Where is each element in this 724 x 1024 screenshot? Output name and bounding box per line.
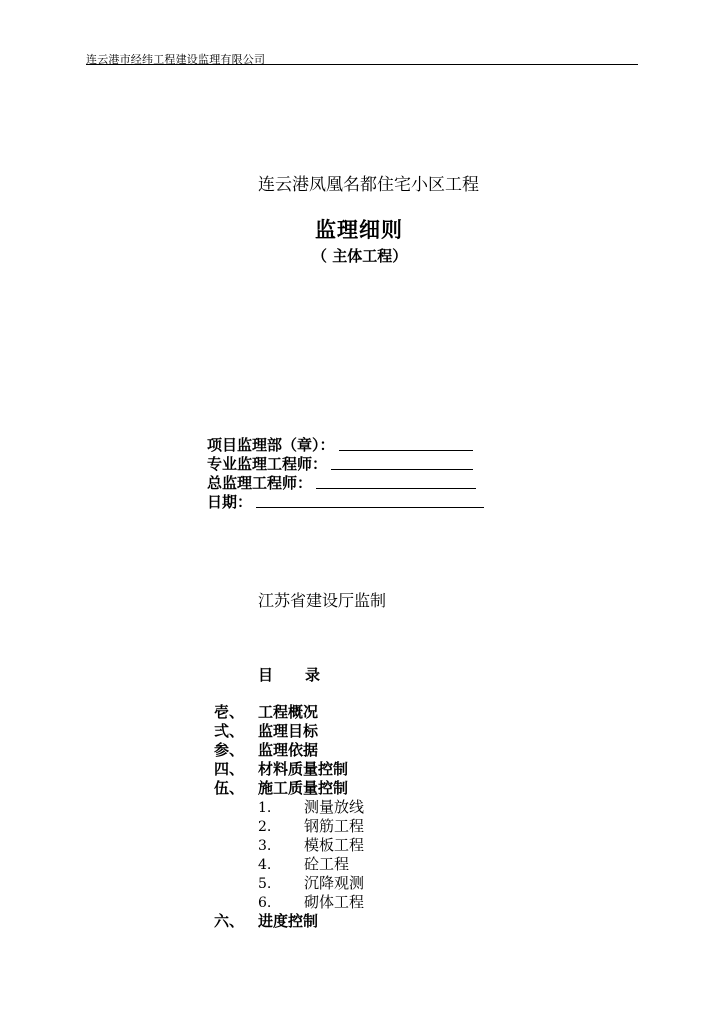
toc-subitem-title: 沉降观测 [304, 874, 365, 892]
toc-subitem [214, 816, 364, 835]
header-divider [86, 64, 638, 65]
toc-subitem-number: 5. [258, 876, 272, 892]
toc-subitem-title: 测量放线 [304, 798, 365, 816]
project-name: 连云港凤凰名都住宅小区工程 [258, 175, 479, 195]
toc-subitem-title: 钢筋工程 [304, 817, 365, 835]
toc-subitem-title: 砼工程 [304, 855, 350, 873]
signature-row-engineer [207, 453, 473, 473]
toc-item-title: 监理依据 [258, 741, 319, 759]
toc-item-title: 施工质量控制 [258, 779, 349, 797]
toc-item [214, 721, 364, 740]
toc-subitem [214, 835, 364, 854]
toc-item-title: 工程概况 [258, 703, 319, 721]
toc-item-number: 六、 [214, 912, 245, 930]
signature-line [339, 449, 473, 451]
signature-label: 项目监理部（章）： [207, 436, 335, 454]
signature-row-chief [207, 472, 476, 492]
toc-item-title: 材料质量控制 [258, 760, 349, 778]
toc-item [214, 759, 364, 778]
toc-subitem-title: 模板工程 [304, 836, 365, 854]
toc-subitem [214, 873, 364, 892]
table-of-contents [214, 702, 364, 930]
toc-subitem-title: 砌体工程 [304, 893, 365, 911]
toc-item-number: 伍、 [214, 779, 245, 797]
toc-subitem [214, 797, 364, 816]
toc-subitem-number: 6. [258, 895, 272, 911]
toc-item-number: 弍、 [214, 722, 245, 740]
toc-subitem-number: 3. [258, 838, 272, 854]
toc-heading-left: 目 [258, 666, 274, 684]
toc-subitem-number: 4. [258, 857, 272, 873]
toc-item-title: 进度控制 [258, 912, 319, 930]
toc-subitem [214, 854, 364, 873]
toc-item-number: 壱、 [214, 703, 245, 721]
toc-heading-right: 录 [305, 666, 321, 684]
company-name: 连云港市经纬工程建设监理有限公司 [86, 53, 266, 66]
toc-item [214, 740, 364, 759]
toc-item [214, 778, 364, 797]
toc-item-title: 监理目标 [258, 722, 319, 740]
signature-row-date [207, 491, 484, 511]
toc-subitem [214, 892, 364, 911]
signature-line [256, 506, 484, 508]
signature-line [331, 468, 473, 470]
toc-subitem-number: 2. [258, 819, 272, 835]
signature-row-office [207, 434, 473, 454]
toc-item [214, 702, 364, 721]
toc-heading [258, 664, 320, 685]
document-title: 监理细则 [315, 217, 403, 242]
signature-label: 日期： [207, 493, 253, 511]
supervisor-note: 江苏省建设厅监制 [258, 591, 387, 610]
toc-item-number: 参、 [214, 741, 245, 759]
toc-item-number: 四、 [214, 760, 245, 778]
signature-label: 总监理工程师： [207, 474, 313, 492]
signature-label: 专业监理工程师： [207, 455, 328, 473]
document-subtitle: （ 主体工程） [312, 247, 408, 265]
signature-line [316, 487, 476, 489]
toc-subitem-number: 1. [258, 800, 272, 816]
toc-item [214, 911, 364, 930]
